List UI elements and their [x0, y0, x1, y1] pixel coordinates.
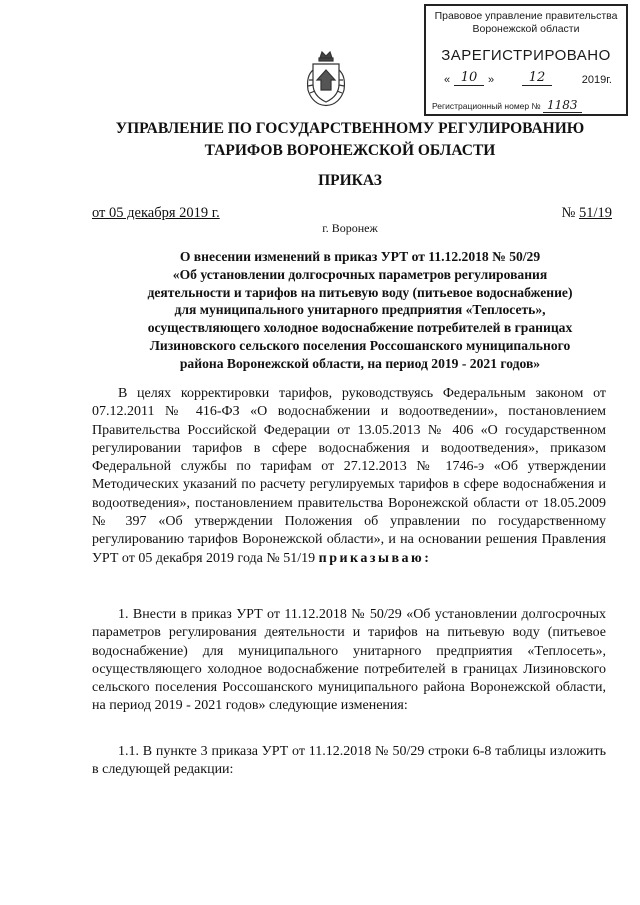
preamble-text: В целях корректировки тарифов, руководствуясь Федеральным законом от 07.12.2011 № 416-ФЗ «О водоснабжении и водоотведении», постановлением Правительства Российской Федерации от 13.05.2013 № 406 «О государственном регулировании тарифов в сфере водоснабжения и водоотведения», приказом Федеральной службы по тарифам от 27.12.2013 № 1746-э «Об утверждении Методических указаний по расчету регулируемых тарифов в сфере водоснабжения и водоотведения», постановлением правительства Воронежской области от 18.05.2009 № 397 «Об утверждении Положения об управлении по государственному регулированию тарифов Воронежской области», и на основании решения Правления УРТ от 05 декабря 2019 года № 51/19 [92, 386, 606, 566]
heading-line: «Об установлении долгосрочных параметров регулирования [172, 266, 548, 282]
organization-title-line2: ТАРИФОВ ВОРОНЕЖСКОЙ ОБЛАСТИ [204, 142, 496, 159]
stamp-day: 10 [454, 70, 484, 86]
heading-line: Лизиновского сельского поселения Россошанского муниципального [149, 337, 571, 353]
heading-line: осуществляющего холодное водоснабжение потребителей в границах [147, 320, 573, 336]
preamble-paragraph [92, 385, 606, 568]
organization-title [60, 118, 640, 162]
document-date: от 05 декабря 2019 г. [92, 205, 220, 221]
heading-line: для муниципального унитарного предприятия «Теплосеть», [174, 302, 546, 318]
coat-of-arms-icon [303, 50, 349, 108]
heading-line: О внесении изменений в приказ УРТ от 11.12.2018 № 50/29 [179, 249, 541, 264]
stamp-month: 12 [522, 70, 552, 86]
stamp-date-quote-open: « [444, 74, 451, 86]
stamp-organization [426, 10, 626, 36]
registration-stamp [424, 4, 628, 116]
clause-1-paragraph: 1. Внести в приказ УРТ от 11.12.2018 № 50/29 «Об установлении долгосрочных параметров регулирования деятельности и тарифов на питьевую воду (питьевое водоснабжение) для муниципального унитарного предприятия «Теплосеть», осуществляющего холодное водоснабжение потребителей в границах Лизиновского сельского поселения Россошанского муниципального района Воронежской области, на период 2019 - 2021 годов» следующие изменения: [92, 607, 606, 714]
document-type: ПРИКАЗ [318, 172, 382, 189]
order-keyword: приказываю: [318, 550, 432, 566]
organization-title-line1: УПРАВЛЕНИЕ ПО ГОСУДАРСТВЕННОМУ РЕГУЛИРОВАНИЮ [115, 120, 585, 137]
stamp-reg-value: 1183 [543, 98, 582, 113]
document-city: г. Воронеж [322, 221, 378, 235]
document-number [562, 205, 613, 222]
document-heading [112, 248, 608, 373]
stamp-org-line2: Воронежской области [472, 23, 580, 35]
stamp-date [434, 70, 618, 90]
document-number-prefix: № [561, 205, 579, 221]
clause-1-1-paragraph: 1.1. В пункте 3 приказа УРТ от 11.12.2018 № 50/29 строки 6-8 таблицы изложить в следующей редакции: [92, 744, 606, 778]
stamp-registration-number [432, 98, 620, 112]
document-number-value: 51/19 [578, 205, 612, 221]
stamp-org-line1: Правовое управление правительства [434, 10, 618, 22]
heading-line: деятельности и тарифов на питьевую воду (питьевое водоснабжение) [147, 284, 573, 300]
stamp-status: ЗАРЕГИСТРИРОВАНО [441, 47, 611, 64]
stamp-year: 2019г. [581, 74, 612, 86]
stamp-reg-label: Регистрационный номер № [432, 101, 541, 111]
stamp-date-quote-close: » [488, 74, 495, 86]
heading-line: района Воронежской области, на период 2019 - 2021 годов» [179, 355, 541, 371]
